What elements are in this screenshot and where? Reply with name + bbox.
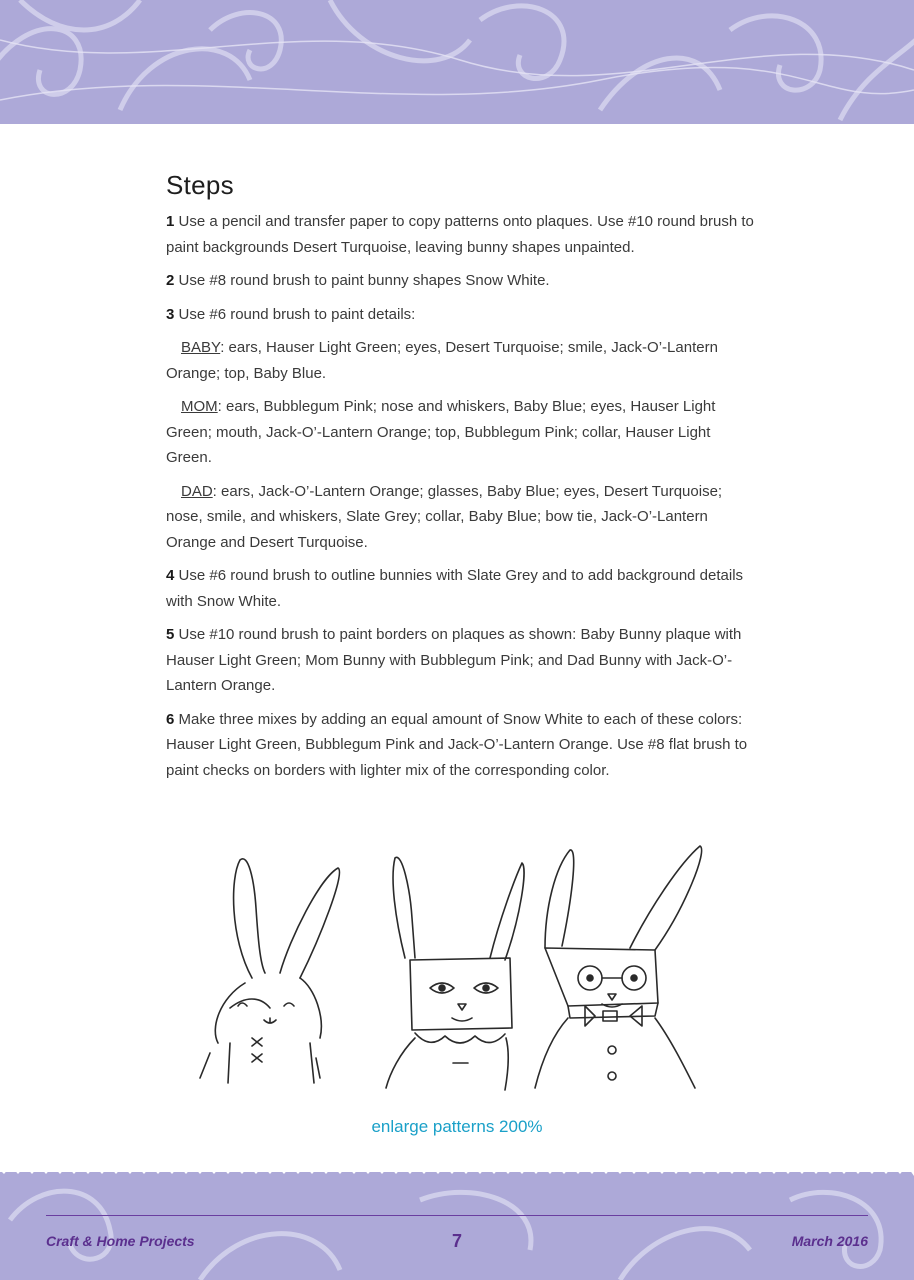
step-2 [166,268,756,294]
detail-text: : ears, Hauser Light Green; eyes, Desert Turquoise; smile, Jack-O’-Lantern Orange; top, Baby Blue. [166,339,718,382]
step-3 [166,302,756,328]
step-5 [166,622,756,699]
step-text: Use #8 round brush to paint bunny shapes Snow White. [178,272,550,289]
step-4 [166,563,756,614]
step-number: 5 [166,626,175,643]
footer-date: March 2016 [791,1233,868,1249]
footer-publication: Craft & Home Projects [46,1233,195,1249]
detail-label: BABY [181,339,221,356]
detail-text: : ears, Bubblegum Pink; nose and whiskers, Baby Blue; eyes, Hauser Light Green; mouth, Jack-O’-Lantern Orange; top, Bubblegum Pink; collar, Hauser Light Green. [166,398,716,466]
detail-mom [166,394,756,471]
page-number: 7 [451,1231,462,1251]
step-text: Use #10 round brush to paint borders on plaques as shown: Baby Bunny plaque with Hauser Light Green; Mom Bunny with Bubblegum Pink; and Dad Bunny with Jack-O’-Lantern Orange. [166,626,742,694]
step-text: Use #6 round brush to paint details: [178,305,416,323]
bottom-decorative-band [0,1160,914,1280]
step-text: Use #6 round brush to outline bunnies with Slate Grey and to add background details with Snow White. [166,567,744,610]
instructions [166,170,756,791]
step-number: 3 [166,305,175,323]
footer-rule [46,1215,868,1216]
step-text: Use a pencil and transfer paper to copy patterns onto plaques. Use #10 round brush to paint backgrounds Desert Turquoise, leaving bunny shapes unpainted. [166,213,754,256]
detail-text: : ears, Jack-O’-Lantern Orange; glasses, Baby Blue; eyes, Desert Turquoise; nose, smile, and whiskers, Slate Grey; collar, Baby Blue; bow tie, Jack-O’-Lantern Orange and Desert Turquoise. [166,482,723,551]
bunny-patterns-illustration [190,838,710,1100]
step-number: 6 [166,710,175,728]
mom-bunny-drawing [386,857,524,1090]
step-number: 2 [166,272,175,289]
step-number: 1 [166,213,175,230]
detail-label: MOM [181,398,218,415]
step-number: 4 [166,567,175,584]
detail-label: DAD [181,482,213,500]
step-1 [166,209,756,260]
detail-baby [166,335,756,386]
top-decorative-band [0,0,914,140]
pattern-caption: enlarge patterns 200% [371,1117,543,1136]
step-text: Make three mixes by adding an equal amount of Snow White to each of these colors: Hauser Light Green, Bubblegum Pink and Jack-O’-Lantern Orange. Use #8 flat brush to paint checks on borders with lighter mix of the corresponding color. [166,710,748,779]
dad-bunny-drawing [535,846,702,1088]
step-6 [166,707,756,784]
baby-bunny-drawing [200,859,339,1083]
section-heading: Steps [166,170,234,200]
detail-dad [166,479,756,556]
